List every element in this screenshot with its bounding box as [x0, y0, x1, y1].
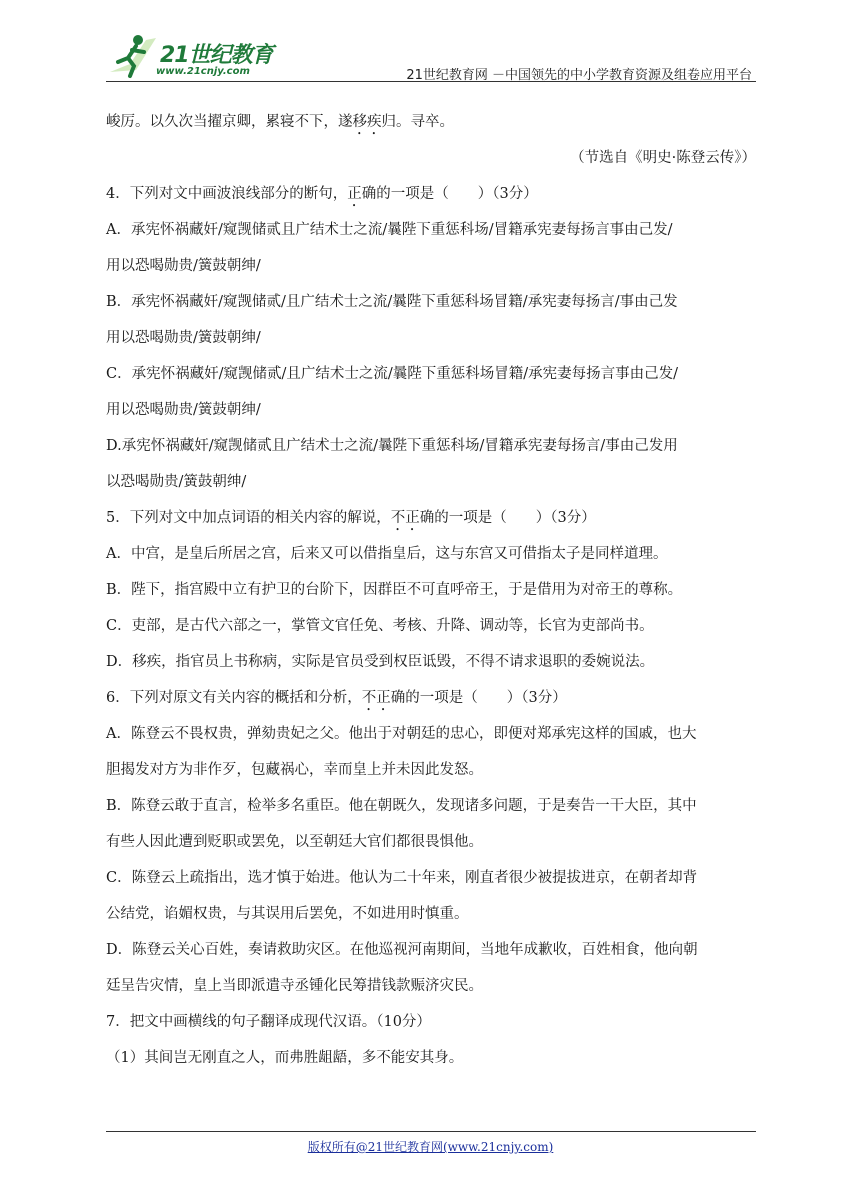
q4-option-d-line1: D.承宪怀祸藏奸/窥觊储贰且广结术士之流/曩陛下重惩科场/冒籍承宪妻每扬言/事由己发用 [106, 438, 678, 454]
q4-option-b-line1: B．承宪怀祸藏奸/窥觊储贰/且广结术士之流/曩陛下重惩科场冒籍/承宪妻每扬言/事由己发 [106, 294, 678, 310]
footer-copyright-link[interactable]: 版权所有@21世纪教育网(www.21cnjy.com) [307, 1140, 554, 1154]
q5-option-d: D．移疾，指官员上书称病，实际是官员受到权臣诋毁，不得不请求退职的委婉说法。 [106, 654, 655, 670]
q4-option-c-line2: 用以恐喝勋贵/簧鼓朝绅/ [106, 402, 261, 418]
site-logo[interactable] [106, 32, 286, 82]
q6-option-c-line1: C．陈登云上疏指出，选才慎于始进。他认为二十年来，刚直者很少被提拔进京，在朝者却背 [106, 870, 698, 886]
logo-brand: 21世纪教育 [160, 43, 273, 68]
q6-option-d-line1: D．陈登云关心百姓，奏请救助灾区。在他巡视河南期间，当地年成歉收，百姓相食，他向朝 [106, 942, 698, 958]
passage-line: 峻厉。以久次当擢京卿，累寝不下，遂移疾归。寻卒。 [106, 114, 454, 130]
q6-option-b-line2: 有些人因此遭到贬职或罢免，以至朝廷大官们都很畏惧他。 [106, 834, 483, 850]
document-body [106, 104, 756, 1076]
q5-option-b: B．陛下，指宫殿中立有护卫的台阶下，因群臣不可直呼帝王，于是借用为对帝王的尊称。 [106, 582, 683, 598]
question-6-stem: 6．下列对原文有关内容的概括和分析，不正确的一项是（ ）（3分） [106, 690, 567, 706]
q4-option-c-line1: C．承宪怀祸藏奸/窥觊储贰/且广结术士之流/曩陛下重惩科场冒籍/承宪妻每扬言事由己发/ [106, 366, 679, 382]
page-header [106, 32, 756, 82]
header-divider [106, 81, 756, 82]
logo-url: www.21cnjy.com [156, 66, 250, 77]
q6-option-d-line2: 廷呈告灾情，皇上当即派遣寺丞锺化民筹措钱款赈济灾民。 [106, 978, 483, 994]
running-person-icon [106, 32, 162, 80]
q6-option-b-line1: B．陈登云敢于直言，检举多名重臣。他在朝既久，发现诸多问题，于是奏告一干大臣，其中 [106, 798, 697, 814]
q5-option-c: C．吏部，是古代六部之一，掌管文官任免、考核、升降、调动等，长官为吏部尚书。 [106, 618, 654, 634]
header-tagline: 21世纪教育网 －中国领先的中小学教育资源及组卷应用平台 [406, 68, 752, 83]
q4-option-d-line2: 以恐喝勋贵/簧鼓朝绅/ [106, 474, 247, 490]
q6-option-a-line1: A．陈登云不畏权贵，弹劾贵妃之父。他出于对朝廷的忠心，即便对郑承宪这样的国戚，也大 [106, 726, 697, 742]
question-5-stem: 5．下列对文中加点词语的相关内容的解说，不正确的一项是（ ）（3分） [106, 510, 596, 526]
q5-option-a: A．中宫，是皇后所居之宫，后来又可以借指皇后，这与东宫又可借指太子是同样道理。 [106, 546, 668, 562]
passage-source: （节选自《明史·陈登云传》） [570, 150, 756, 166]
question-7-stem: 7．把文中画横线的句子翻译成现代汉语。（10分） [106, 1014, 431, 1030]
q4-option-a-line2: 用以恐喝勋贵/簧鼓朝绅/ [106, 258, 261, 274]
q4-option-b-line2: 用以恐喝勋贵/簧鼓朝绅/ [106, 330, 261, 346]
question-4-stem: 4．下列对文中画波浪线部分的断句，正确的一项是（ ）（3分） [106, 186, 538, 202]
footer-divider [106, 1131, 756, 1132]
q6-option-c-line2: 公结党，谄媚权贵，与其误用后罢免，不如进用时慎重。 [106, 906, 469, 922]
q4-option-a-line1: A．承宪怀祸藏奸/窥觊储贰且广结术士之流/曩陛下重惩科场/冒籍承宪妻每扬言事由己发/ [106, 222, 673, 238]
q6-option-a-line2: 胆揭发对方为非作歹，包藏祸心，幸而皇上并未因此发怒。 [106, 762, 483, 778]
q7-item-1: （1）其间岂无刚直之人，而弗胜龃龉，多不能安其身。 [106, 1050, 464, 1066]
